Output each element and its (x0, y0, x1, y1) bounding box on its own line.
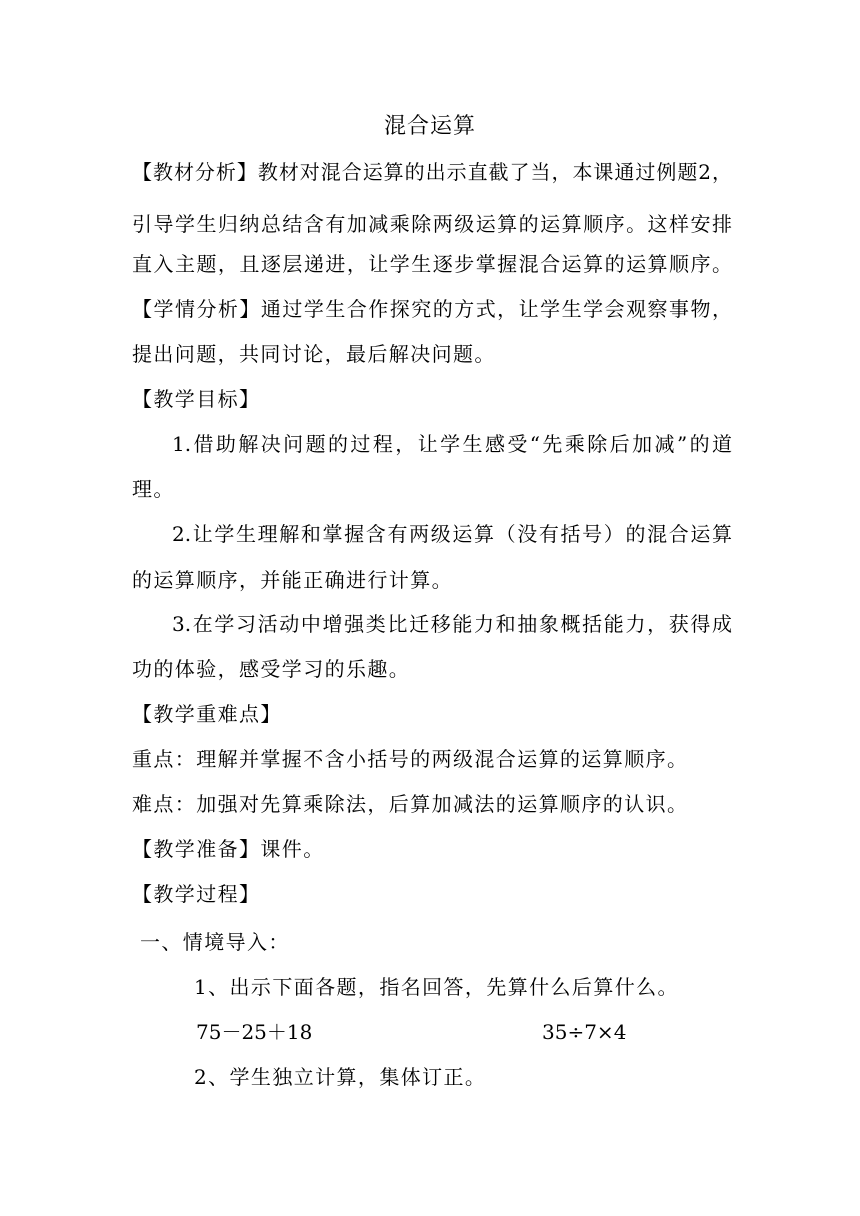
section-heading: 【教学目标】 (132, 387, 261, 411)
paragraph-line: 提出问题，共同讨论，最后解决问题。 (132, 342, 496, 366)
document-title: 混合运算 (383, 114, 476, 139)
paragraph-line: 引导学生归纳总结含有加减乘除两级运算的运算顺序。这样安排 (132, 212, 732, 236)
goal-line: 3.在学习活动中增强类比迁移能力和抽象概括能力，获得成 (172, 612, 732, 636)
expression-right: 35÷7×4 (542, 1020, 627, 1044)
step-heading: 一、情境导入： (140, 930, 290, 954)
paragraph-line: 直入主题，且逐层递进，让学生逐步掌握混合运算的运算顺序。 (132, 252, 732, 276)
goal-line: 2.让学生理解和掌握含有两级运算（没有括号）的混合运算 (172, 522, 732, 546)
section-heading: 【教学重难点】 (132, 702, 282, 726)
expression-left: 75－25＋18 (196, 1020, 313, 1044)
step-item: 2、学生独立计算，集体订正。 (194, 1065, 487, 1089)
goal-line: 1.借助解决问题的过程，让学生感受“先乘除后加减”的道 (172, 432, 732, 456)
paragraph-line: 【教材分析】教材对混合运算的出示直截了当，本课通过例题2， (132, 160, 732, 184)
preparation-line: 【教学准备】课件。 (132, 837, 325, 861)
section-heading: 【教学过程】 (132, 882, 261, 906)
step-item: 1、出示下面各题，指名回答，先算什么后算什么。 (194, 975, 679, 999)
paragraph-line: 【学情分析】通过学生合作探究的方式，让学生学会观察事物， (132, 297, 732, 321)
key-point-line: 重点：理解并掌握不含小括号的两级混合运算的运算顺序。 (132, 747, 689, 771)
goal-line: 的运算顺序，并能正确进行计算。 (132, 568, 453, 592)
goal-line: 功的体验，感受学习的乐趣。 (132, 657, 411, 681)
goal-line: 理。 (132, 477, 175, 501)
difficulty-line: 难点：加强对先算乘除法，后算加减法的运算顺序的认识。 (132, 792, 689, 816)
